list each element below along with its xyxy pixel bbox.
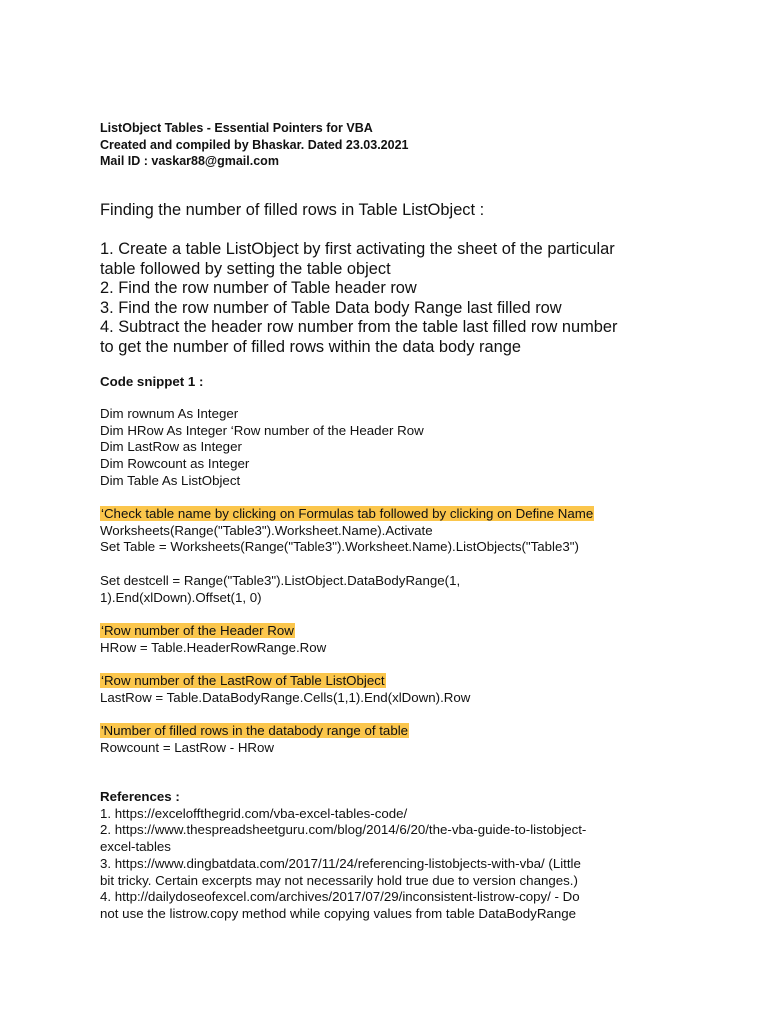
step-line: table followed by setting the table object [100, 259, 391, 278]
last-row-block [100, 673, 700, 706]
code-line: Dim Table As ListObject [100, 472, 241, 488]
declarations-block [100, 406, 700, 490]
step-line: 1. Create a table ListObject by first activating the sheet of the particular [100, 240, 615, 258]
activate-block [100, 506, 700, 556]
code-line: Dim Rowcount as Integer [100, 456, 250, 472]
code-line: Dim HRow As Integer ‘Row number of the Header Row [100, 422, 424, 438]
code-line: Set Table = Worksheets(Range("Table3").Worksheet.Name).ListObjects("Table3") [100, 539, 579, 555]
step-line: to get the number of filled rows within the data body range [100, 337, 521, 356]
highlighted-comment: ‘Check table name by clicking on Formulas tab followed by clicking on Define Name [101, 506, 594, 521]
references-label: References : [100, 789, 180, 804]
code-line: Worksheets(Range("Table3").Worksheet.Name).Activate [100, 522, 433, 538]
rowcount-block [100, 723, 700, 756]
reference-line: bit tricky. Certain excerpts may not necessarily hold true due to version changes.) [100, 872, 578, 888]
step-line: 2. Find the row number of Table header row [100, 279, 417, 298]
code-line: LastRow = Table.DataBodyRange.Cells(1,1).End(xlDown).Row [100, 689, 471, 705]
reference-line: excel-tables [100, 839, 171, 855]
highlighted-comment: 'Number of filled rows in the databody range of table [101, 723, 409, 738]
steps-list [100, 240, 680, 358]
code-line: Set destcell = Range("Table3").ListObject.DataBodyRange(1, [100, 573, 461, 588]
header-row-block [100, 623, 700, 656]
code-snippet-label: Code snippet 1 : [100, 374, 204, 389]
code-line: 1).End(xlDown).Offset(1, 0) [100, 589, 262, 605]
mail-line: Mail ID : vaskar88@gmail.com [100, 154, 279, 168]
code-line: Rowcount = LastRow - HRow [100, 739, 275, 755]
highlighted-comment: ‘Row number of the Header Row [101, 623, 294, 638]
section-heading: Finding the number of filled rows in Table ListObject : [100, 201, 485, 219]
code-line: HRow = Table.HeaderRowRange.Row [100, 639, 327, 655]
reference-line: 3. https://www.dingbatdata.com/2017/11/24/referencing-listobjects-with-vba/ (Little [100, 855, 581, 871]
code-line: Dim LastRow as Integer [100, 439, 242, 455]
reference-line: not use the listrow.copy method while copying values from table DataBodyRange [100, 905, 576, 921]
author-line: Created and compiled by Bhaskar. Dated 23.03.2021 [100, 137, 409, 152]
highlighted-comment: ‘Row number of the LastRow of Table ListObject [101, 673, 385, 688]
step-line: 4. Subtract the header row number from the table last filled row number [100, 318, 618, 337]
reference-line: 4. http://dailydoseofexcel.com/archives/2017/07/29/inconsistent-listrow-copy/ - Do [100, 889, 580, 905]
code-line: Dim rownum As Integer [100, 406, 239, 421]
reference-line: 1. https://exceloffthegrid.com/vba-excel-tables-code/ [100, 805, 408, 821]
document-header [100, 120, 700, 170]
step-line: 3. Find the row number of Table Data body Range last filled row [100, 298, 562, 317]
document-title: ListObject Tables - Essential Pointers for VBA [100, 121, 373, 135]
reference-line: 2. https://www.thespreadsheetguru.com/blog/2014/6/20/the-vba-guide-to-listobject- [100, 822, 587, 838]
destcell-block [100, 573, 700, 606]
references-block [100, 789, 700, 923]
